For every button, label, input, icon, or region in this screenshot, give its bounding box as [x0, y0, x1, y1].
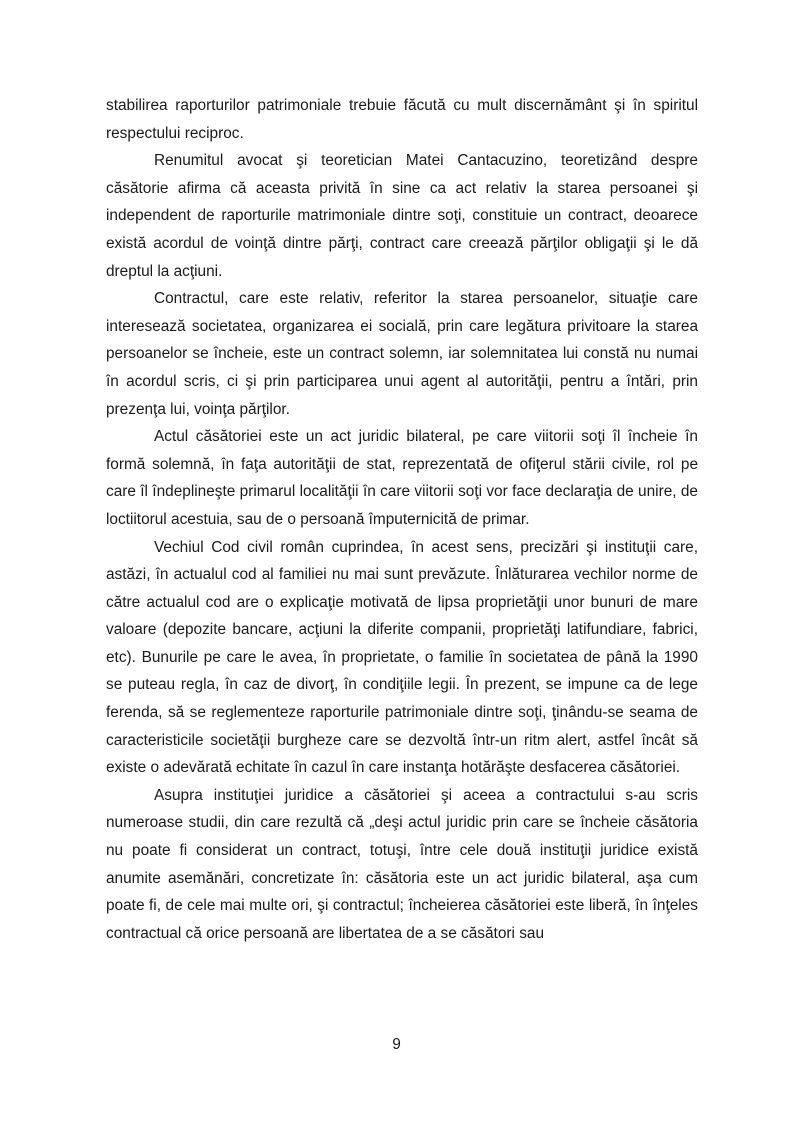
document-body: [106, 92, 698, 947]
paragraph-5: Vechiul Cod civil român cuprindea, în acest sens, precizări şi instituţii care, astăzi, în actualul cod al familiei nu mai sunt prevăzute. Înlăturarea vechilor norme de către actualul cod are o explicaţie motivată de lipsa proprietăţii unor bunuri de mare valoare (depozite bancare, acţiuni la diferite companii, proprietăţi latifundiare, fabrici, etc). Bunurile pe care le avea, în proprietate, o familie în societatea de până la 1990 se puteau regla, în caz de divorţ, în condiţiile legii. În prezent, se impune ca de lege ferenda, să se reglementeze raporturile patrimoniale dintre soţi, ţinându-se seama de caracteristicile societăţii burgheze care se dezvoltă într-un ritm alert, astfel încât să existe o adevărată echitate în cazul în care instanţa hotărăşte desfacerea căsătoriei.: [106, 538, 698, 777]
paragraph-2: Renumitul avocat şi teoretician Matei Cantacuzino, teoretizând despre căsătorie afirma că aceasta privită în sine ca act relativ la starea persoanei şi independent de raporturile matrimoniale dintre soţi, constituie un contract, deoarece există acordul de voinţă dintre părţi, contract care creează părţilor obligaţii şi le dă dreptul la acţiuni.: [106, 152, 698, 280]
paragraph-3: Contractul, care este relativ, referitor la starea persoanelor, situaţie care interesează societatea, organizarea ei socială, prin care legătura privitoare la starea persoanelor se încheie, este un contract solemn, iar solemnitatea lui constă nu numai în acordul scris, ci şi prin participarea unui agent al autorităţii, pentru a întări, prin prezenţa lui, voinţa părţilor.: [106, 290, 698, 418]
paragraph-4: Actul căsătoriei este un act juridic bilateral, pe care viitorii soţi îl încheie în formă solemnă, în faţa autorităţii de stat, reprezentată de ofiţerul stării civile, rol pe care îl îndeplineşte primarul localităţii în care viitorii soţi vor face declaraţia de unire, de loctiitorul acestuia, sau de o persoană împuternicită de primar.: [106, 428, 698, 528]
page-number: 9: [392, 1036, 401, 1053]
paragraph-1: stabilirea raporturilor patrimoniale trebuie făcută cu mult discernământ şi în spiritul respectului reciproc.: [106, 97, 698, 142]
paragraph-6: Asupra instituţiei juridice a căsătoriei şi aceea a contractului s-au scris numeroase studii, din care rezultă că „deşi actul juridic prin care se încheie căsătoria nu poate fi considerat un contract, totuşi, între cele două instituţii juridice există anumite asemănări, concretizate în: căsătoria este un act juridic bilateral, aşa cum poate fi, de cele mai multe ori, şi contractul; încheierea căsătoriei este liberă, în înţeles contractual că orice persoană are libertatea de a se căsători sau: [106, 786, 698, 942]
